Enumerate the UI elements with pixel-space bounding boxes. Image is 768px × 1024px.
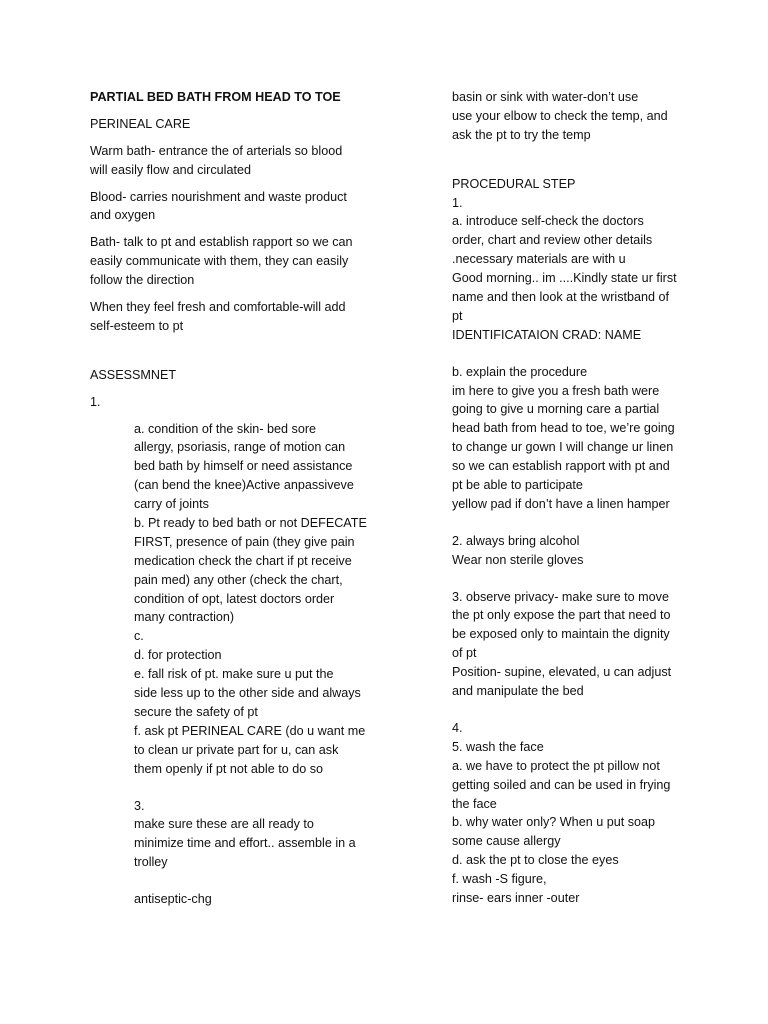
text-line: .necessary materials are with u	[452, 252, 626, 267]
list-item: c.	[134, 629, 144, 644]
text-line: self-esteem to pt	[90, 318, 184, 333]
text-line: 3. observe privacy- make sure to move	[452, 589, 669, 604]
text-line: im here to give you a fresh bath were	[452, 383, 660, 398]
text-line: name and then look at the wristband of	[452, 290, 670, 305]
list-item: e. fall risk of pt. make sure u put the	[134, 667, 334, 682]
text-line: a. introduce self-check the doctors	[452, 214, 644, 229]
list-item: f. ask pt PERINEAL CARE (do u want me	[134, 723, 366, 738]
text-line: will easily flow and circulated	[90, 162, 251, 177]
bath-talk-paragraph	[90, 233, 430, 290]
list-item: condition of opt, latest doctors order	[134, 591, 335, 606]
text-line: be exposed only to maintain the dignity	[452, 627, 670, 642]
step-1-block	[452, 194, 722, 345]
text-line: When they feel fresh and comfortable-will add	[90, 300, 346, 315]
text-line: 4.	[452, 720, 463, 735]
list-item: make sure these are all ready to	[134, 817, 314, 832]
left-column	[90, 88, 430, 909]
perineal-care-heading: PERINEAL CARE	[90, 116, 191, 131]
text-line: and manipulate the bed	[452, 684, 584, 699]
text-line: yellow pad if don’t have a linen hamper	[452, 496, 670, 511]
text-line: Warm bath- entrance the of arterials so blood	[90, 143, 343, 158]
text-line: some cause allergy	[452, 834, 561, 849]
list-item: them openly if pt not able to do so	[134, 761, 324, 776]
document-title: PARTIAL BED BATH FROM HEAD TO TOE	[90, 90, 341, 104]
text-line: b. explain the procedure	[452, 364, 588, 379]
text-line: rinse- ears inner -outer	[452, 890, 580, 905]
assessment-heading: ASSESSMNET	[90, 367, 177, 382]
step-2-block	[452, 532, 722, 570]
text-line: of pt	[452, 646, 477, 661]
text-line: the face	[452, 796, 497, 811]
step-b-block	[452, 363, 722, 514]
text-line: head bath from head to toe, we’re going	[452, 421, 675, 436]
text-line: basin or sink with water-don’t use	[452, 90, 639, 104]
list-item: pain med) any other (check the chart,	[134, 572, 343, 587]
antiseptic-line: antiseptic-chg	[134, 892, 212, 907]
assessment-number-1: 1.	[90, 394, 101, 409]
text-line: Bath- talk to pt and establish rapport so we can	[90, 235, 353, 250]
text-line: 1.	[452, 195, 463, 210]
text-line: use your elbow to check the temp, and	[452, 108, 668, 123]
text-line: Wear non sterile gloves	[452, 552, 584, 567]
text-line: ask the pt to try the temp	[452, 127, 591, 142]
list-item: trolley	[134, 855, 168, 870]
text-line: 2. always bring alcohol	[452, 533, 580, 548]
step-3-block	[452, 588, 722, 701]
fresh-paragraph	[90, 298, 430, 336]
text-line: follow the direction	[90, 273, 195, 288]
list-item: minimize time and effort.. assemble in a	[134, 836, 356, 851]
list-item: secure the safety of pt	[134, 704, 258, 719]
text-line: Position- supine, elevated, u can adjust	[452, 665, 672, 680]
blood-paragraph	[90, 188, 430, 226]
list-item: FIRST, presence of pain (they give pain	[134, 534, 355, 549]
text-line: to change ur gown I will change ur linen	[452, 440, 674, 455]
basin-paragraph	[452, 88, 722, 145]
list-item: (can bend the knee)Active anpassiveve	[134, 478, 354, 493]
warm-bath-paragraph	[90, 142, 430, 180]
text-line: and oxygen	[90, 208, 156, 223]
right-column	[452, 88, 722, 908]
assessment-items-1	[90, 420, 430, 909]
text-line: getting soiled and can be used in frying	[452, 777, 671, 792]
text-line: Blood- carries nourishment and waste product	[90, 189, 347, 204]
list-item: medication check the chart if pt receive	[134, 553, 352, 568]
text-line: IDENTIFICATAION CRAD: NAME	[452, 327, 642, 342]
text-line: b. why water only? When u put soap	[452, 815, 656, 830]
list-item: a. condition of the skin- bed sore	[134, 421, 317, 436]
list-item: b. Pt ready to bed bath or not DEFECATE	[134, 516, 367, 531]
text-line: going to give u morning care a partial	[452, 402, 660, 417]
text-line: d. ask the pt to close the eyes	[452, 853, 619, 868]
text-line: a. we have to protect the pt pillow not	[452, 758, 660, 773]
text-line: easily communicate with them, they can easily	[90, 254, 349, 269]
list-item: bed bath by himself or need assistance	[134, 459, 353, 474]
text-line: Good morning.. im ....Kindly state ur first	[452, 271, 677, 286]
text-line: order, chart and review other details	[452, 233, 653, 248]
procedural-step-heading: PROCEDURAL STEP	[452, 176, 576, 191]
list-item: many contraction)	[134, 610, 235, 625]
step-4-5-block	[452, 719, 722, 908]
text-line: the pt only expose the part that need to	[452, 608, 671, 623]
text-line: pt be able to participate	[452, 478, 583, 493]
text-line: pt	[452, 308, 463, 323]
list-item: side less up to the other side and always	[134, 686, 361, 701]
assessment-number-3: 3.	[134, 798, 145, 813]
list-item: allergy, psoriasis, range of motion can	[134, 440, 346, 455]
list-item: to clean ur private part for u, can ask	[134, 742, 339, 757]
list-item: d. for protection	[134, 648, 222, 663]
text-line: so we can establish rapport with pt and	[452, 459, 670, 474]
text-line: 5. wash the face	[452, 739, 544, 754]
list-item: carry of joints	[134, 497, 209, 512]
text-line: f. wash -S figure,	[452, 872, 547, 887]
